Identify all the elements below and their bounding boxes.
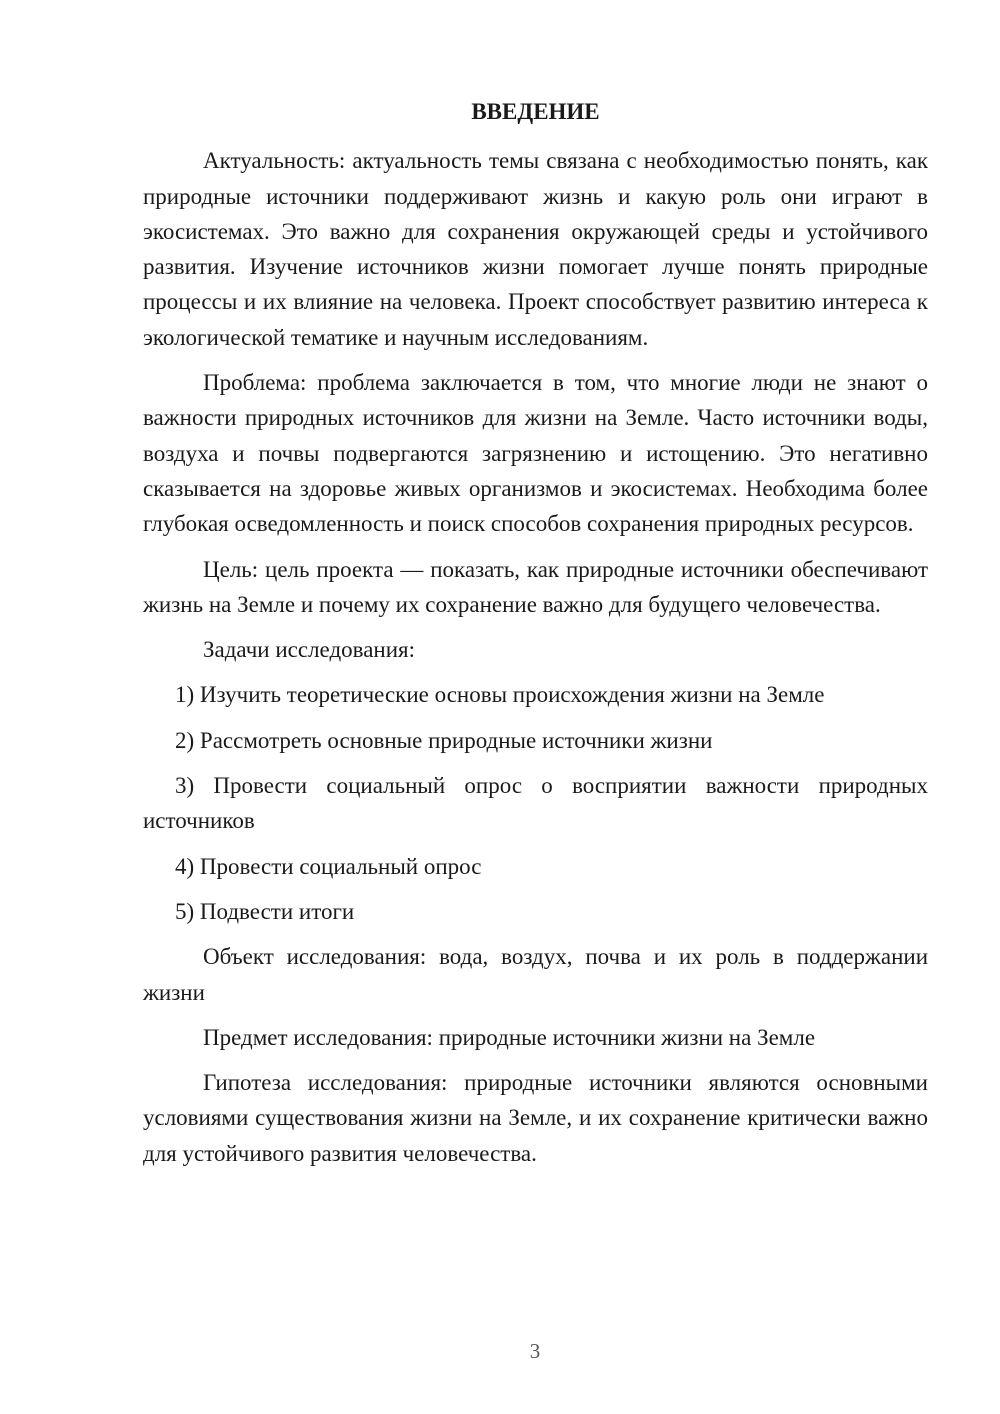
goal-paragraph: Цель: цель проекта — показать, как природные источники обеспечивают жизнь на Земле и почему их сохранение важно для будущего человечества. xyxy=(143,556,928,617)
task-item-1: 1) Изучить теоретические основы происхождения жизни на Земле xyxy=(175,682,825,708)
page-number: 3 xyxy=(529,1339,541,1363)
problem-paragraph: Проблема: проблема заключается в том, что многие люди не знают о важности природных источников для жизни на Земле. Часто источники воды, воздуха и почвы подвергаются загрязнению и истощению. Это негативно сказывается на здоровье живых организмов и экосистемах. Необходима более глубокая осведомленность и поиск способов сохранения природных ресурсов. xyxy=(143,370,928,537)
object-paragraph: Объект исследования: вода, воздух, почва и их роль в поддержании жизни xyxy=(143,944,928,1005)
task-item-5: 5) Подвести итоги xyxy=(175,898,355,924)
tasks-heading: Задачи исследования: xyxy=(203,637,416,663)
section-title: ВВЕДЕНИЕ xyxy=(471,99,600,124)
task-item-4: 4) Провести социальный опрос xyxy=(175,853,482,879)
task-item-3: 3) Провести социальный опрос о восприятии важности природных источников xyxy=(143,773,928,834)
hypothesis-paragraph: Гипотеза исследования: природные источники являются основными условиями существования жизни на Земле, и их сохранение критически важно для устойчивого развития человечества. xyxy=(143,1070,928,1166)
page-content xyxy=(143,94,928,1171)
relevance-paragraph: Актуальность: актуальность темы связана с необходимостью понять, как природные источники поддерживают жизнь и какую роль они играют в экосистемах. Это важно для сохранения окружающей среды и устойчивого развития. Изучение источников жизни помогает лучше понять природные процессы и их влияние на человека. Проект способствует развитию интереса к экологической тематике и научным исследованиям. xyxy=(143,148,928,350)
task-item-2: 2) Рассмотреть основные природные источники жизни xyxy=(175,727,713,753)
subject-paragraph: Предмет исследования: природные источники жизни на Земле xyxy=(203,1024,816,1050)
